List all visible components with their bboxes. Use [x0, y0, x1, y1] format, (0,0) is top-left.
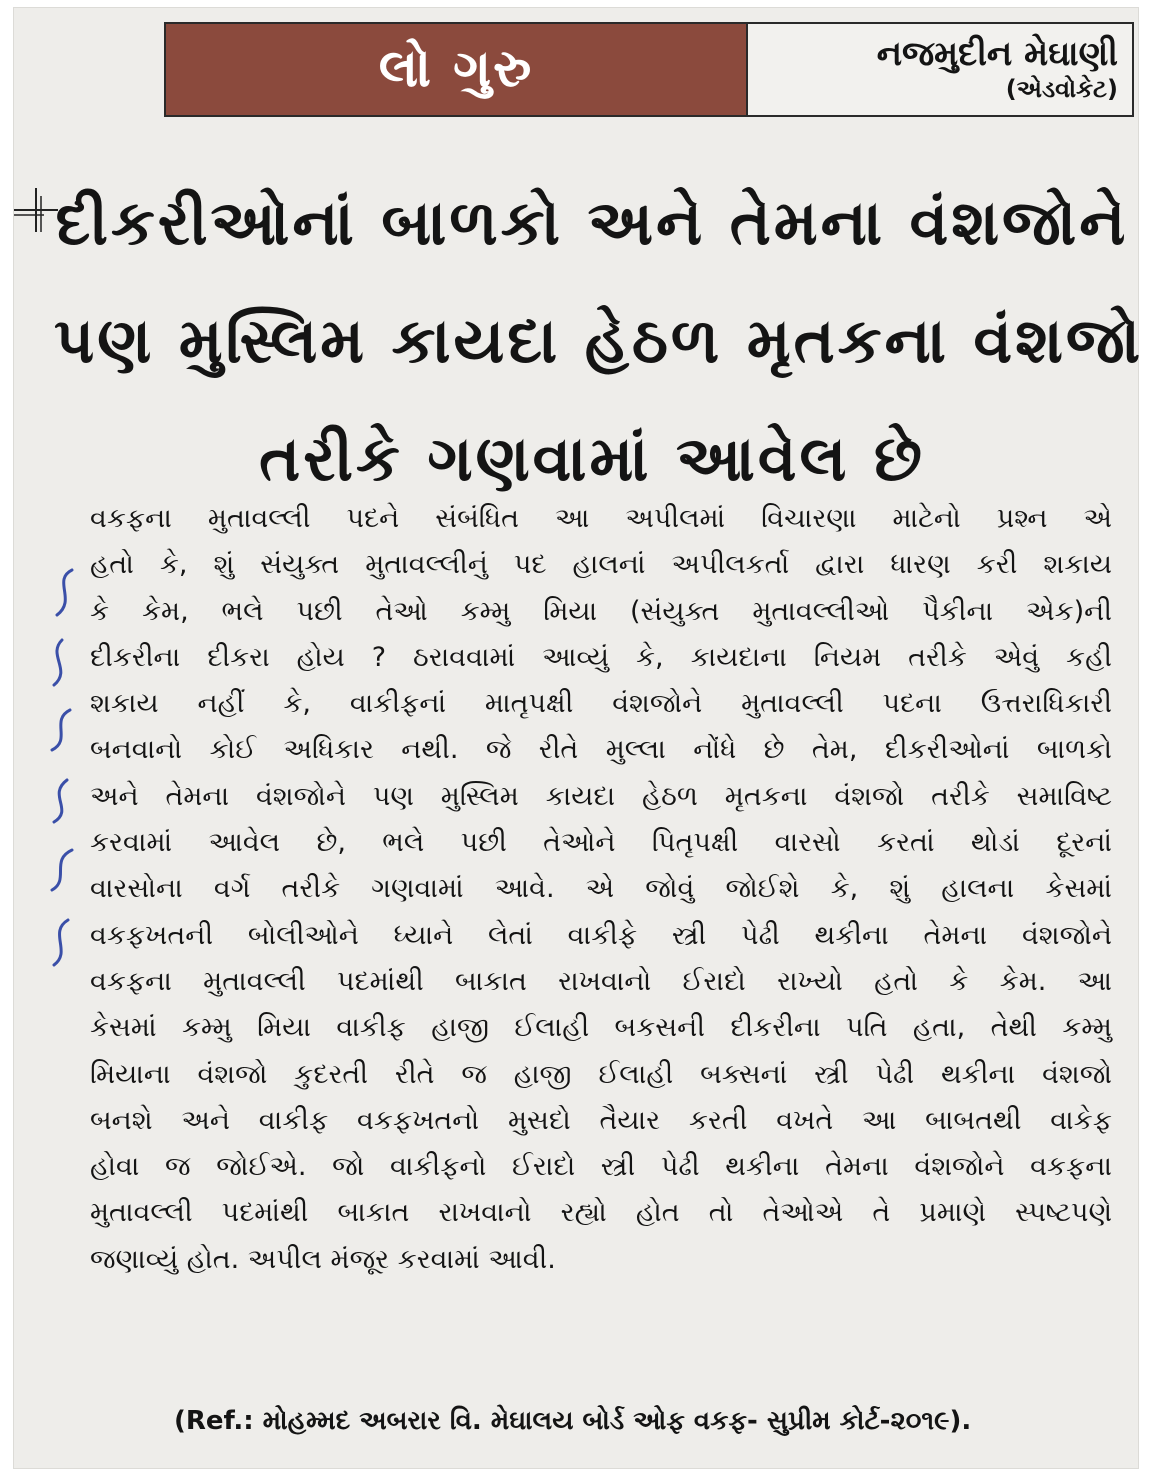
headline	[54, 164, 1144, 518]
body-line: બનવાનો કોઈ અધિકાર નથી. જે રીતે મુલ્લા નોંધે છે તેમ, દીકરીઓનાં બાળકો	[90, 734, 1112, 766]
headline-line: પણ મુસ્લિમ કાયદા હેઠળ મૃતકના વંશજો	[54, 304, 1144, 377]
column-title-box	[166, 24, 748, 115]
body-line: વકફના મુતાવલ્લી પદને સંબંધિત આ અપીલમાં વિચારણા માટેનો પ્રશ્ન એ	[90, 503, 1112, 534]
body-line: વારસોના વર્ગ તરીકે ગણવામાં આવે. એ જોવું જોઈશે કે, શું હાલના કેસમાં	[90, 873, 1112, 905]
headline-line: દીકરીઓનાં બાળકો અને તેમના વંશજોને	[55, 186, 1129, 259]
newspaper-clipping	[14, 8, 1144, 1468]
body-line: મિયાના વંશજો કુદરતી રીતે જ હાજી ઈલાહી બક્સનાં સ્ત્રી પેઢી થકીના વંશજો	[90, 1058, 1112, 1090]
body-line: જણાવ્યું હોત. અપીલ મંજૂર કરવામાં આવી.	[90, 1243, 556, 1275]
column-header	[164, 22, 1134, 117]
body-line: વકફખતની બોલીઓને ધ્યાને લેતાં વાકીફે સ્ત્રી પેઢી થકીના તેમના વંશજોને	[90, 919, 1112, 951]
body-line: હોવા જ જોઈએ. જો વાકીફનો ઈરાદો સ્ત્રી પેઢી થકીના તેમના વંશજોને વકફના	[90, 1151, 1112, 1183]
body-line: દીકરીના દીકરા હોય ? ઠરાવવામાં આવ્યું કે, કાયદાના નિયમ તરીકે એવું કહી	[90, 641, 1112, 673]
column-title: લો ગુરુ	[378, 39, 534, 99]
body-line: શકાય નહીં કે, વાકીફનાં માતૃપક્ષી વંશજોને મુતાવલ્લી પદના ઉત્તરાધિકારી	[90, 688, 1112, 720]
body-line: કરવામાં આવેલ છે, ભલે પછી તેઓને પિતૃપક્ષી વારસો કરતાં થોડાં દૂરનાં	[90, 827, 1112, 859]
body-line: હતો કે, શું સંયુક્ત મુતાવલ્લીનું પદ હાલનાં અપીલકર્તા દ્વારા ધારણ કરી શકાય	[90, 549, 1112, 581]
case-reference: (Ref.: મોહમ્મદ અબરાર વિ. મેઘાલય બોર્ડ ઓફ વકફ- સુપ્રીમ કોર્ટ-૨૦૧૯).	[174, 1406, 972, 1436]
body-line: કે કેમ, ભલે પછી તેઓ કમ્મુ મિયા (સંયુક્ત મુતાવલ્લીઓ પૈકીના એક)ની	[90, 595, 1112, 627]
body-line: બનશે અને વાકીફ વકફખતનો મુસદો તૈયાર કરતી વખતે આ બાબતથી વાકેફ	[90, 1104, 1112, 1136]
headline-line: તરીકે ગણવામાં આવેલ છે	[259, 422, 925, 495]
author-name: નજમુદીન મેઘાણી	[876, 33, 1118, 74]
margin-handwriting-icon	[42, 560, 82, 980]
author-byline	[748, 24, 1132, 115]
crop-mark-icon	[14, 188, 58, 232]
article-body	[90, 496, 1112, 1283]
body-line: વકફના મુતાવલ્લી પદમાંથી બાકાત રાખવાનો ઈરાદો રાખ્યો હતો કે કેમ. આ	[90, 965, 1112, 997]
body-line: મુતાવલ્લી પદમાંથી બાકાત રાખવાનો રહ્યો હોત તો તેઓએ તે પ્રમાણે સ્પષ્ટપણે	[90, 1197, 1112, 1229]
author-title: (એડવોકેટ)	[1005, 75, 1118, 104]
body-line: અને તેમના વંશજોને પણ મુસ્લિમ કાયદા હેઠળ મૃતકના વંશજો તરીકે સમાવિષ્ટ	[90, 780, 1112, 812]
body-line: કેસમાં કમ્મુ મિયા વાકીફ હાજી ઈલાહી બકસની દીકરીના પતિ હતા, તેથી કમ્મુ	[90, 1012, 1112, 1044]
